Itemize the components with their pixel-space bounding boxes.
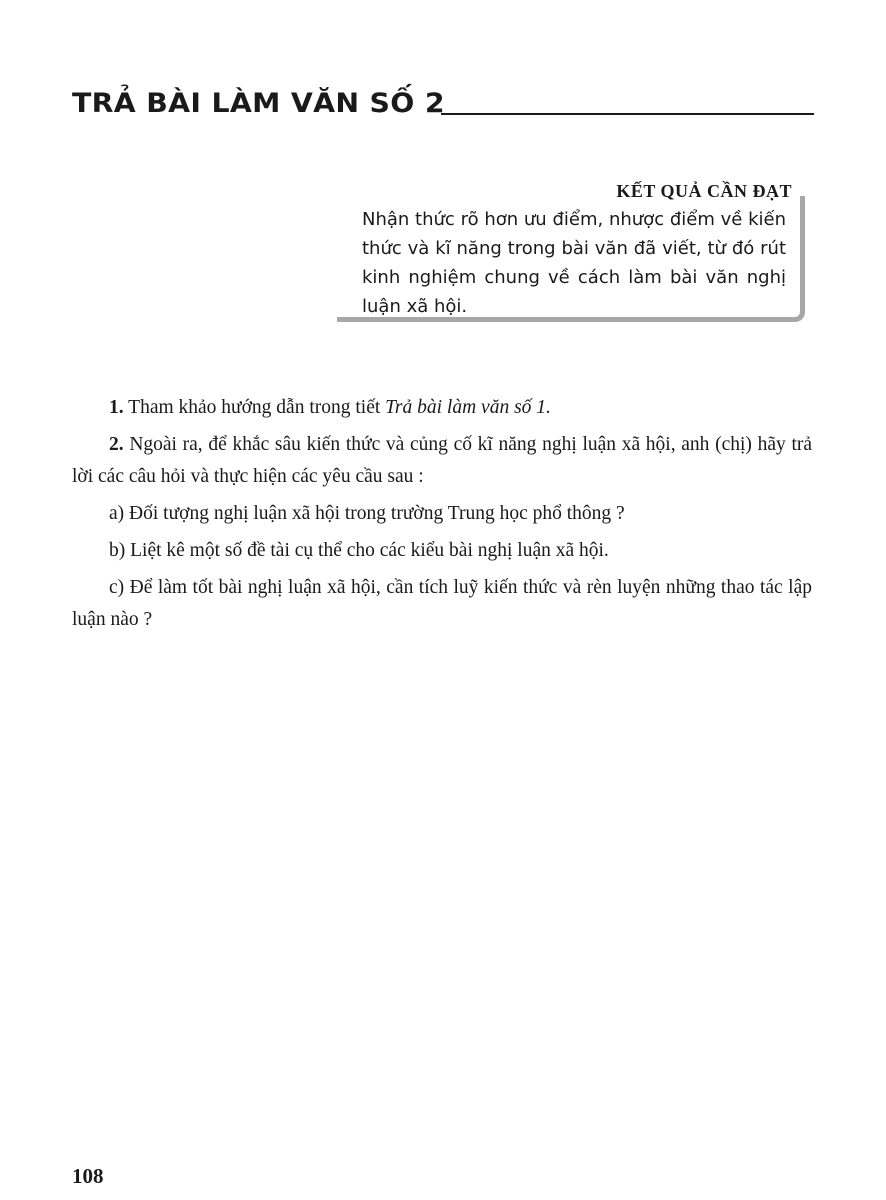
page-number: 108 [72, 1164, 104, 1188]
instruction-item-1 [72, 392, 812, 424]
instructions [72, 392, 812, 641]
instruction-item-2 [72, 429, 812, 493]
instruction-text: Ngoài ra, để khắc sâu kiến thức và củng cố kĩ năng nghị luận xã hội, anh (chị) hãy trả lời các câu hỏi và thực hiện các yêu cầu sau : [72, 434, 813, 487]
item-number: 2. [109, 434, 124, 455]
sub-item-a: a) Đối tượng nghị luận xã hội trong trường Trung học phổ thông ? [109, 503, 625, 524]
item-number: 1. [109, 397, 124, 418]
instruction-reference: Trả bài làm văn số 1. [385, 397, 551, 418]
goal-heading: KẾT QUẢ CẦN ĐẠT [616, 181, 792, 201]
goal-text: Nhận thức rõ hơn ưu điểm, nhược điểm về kiến thức và kĩ năng trong bài văn đã viết, từ đó rút kinh nghiệm chung về cách làm bài văn nghị luận xã hội. [362, 209, 786, 317]
title-rule [441, 113, 814, 115]
page-title: TRẢ BÀI LÀM VĂN SỐ 2 [72, 88, 445, 119]
instruction-text: Tham khảo hướng dẫn trong tiết [128, 397, 381, 418]
sub-item-b: b) Liệt kê một số đề tài cụ thể cho các kiểu bài nghị luận xã hội. [109, 540, 609, 561]
sub-item-c: c) Để làm tốt bài nghị luận xã hội, cần tích luỹ kiến thức và rèn luyện những thao tác lập luận nào ? [72, 577, 812, 630]
title-row [72, 90, 814, 117]
